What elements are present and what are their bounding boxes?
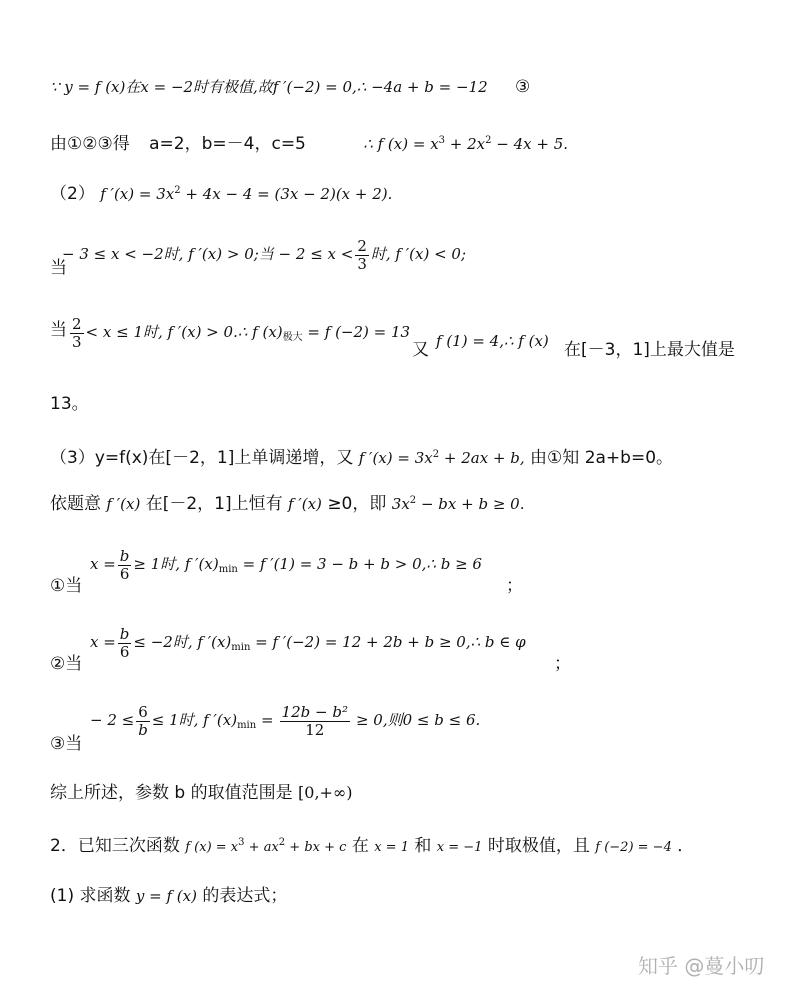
endpoint-value-formula: f (1) = 4,∴ f (x) — [436, 332, 549, 350]
nonneg-text: ≥0，即 — [327, 494, 387, 514]
part-2-label: （2） — [50, 184, 95, 204]
derivative-symbol: f ′(x) — [106, 495, 141, 513]
extremum-text: 时取极值，且 — [487, 836, 590, 856]
when-prefix: 当 — [50, 258, 67, 278]
semicolon: ； — [554, 654, 571, 674]
x-equals-minus-1: x = −1 — [436, 840, 483, 855]
function-symbol: y = f (x) — [135, 887, 197, 905]
solution-line-3 — [50, 186, 392, 203]
problem-2-intro: 2．已知三次函数 — [50, 836, 180, 856]
part-1-task: 的表达式； — [202, 886, 288, 906]
also-word: 又 — [412, 340, 429, 360]
max-value-statement: 在[－3，1]上最大值是 — [564, 340, 735, 360]
derivative-with-params: f $'(x) = 3x^2 + 2ax + b$, — [358, 449, 525, 467]
coefficient-values: a=2，b=－4，c=5 — [149, 134, 306, 154]
case-2-label: ②当 — [50, 654, 83, 674]
when-prefix: 当 — [50, 320, 67, 340]
x-equals-1: x = 1 — [374, 840, 409, 855]
solve-prefix: 由①②③得 — [50, 134, 130, 154]
solution-line-2 — [50, 136, 568, 153]
problem-2-part-1 — [50, 888, 287, 905]
part-1-label: (1) 求函数 — [50, 886, 131, 906]
inequality-formula: $3x^2$ − bx + b ≥ 0. — [391, 495, 525, 513]
watermark: 知乎 @蔓小叨 — [638, 954, 765, 978]
param-relation: 由①知 2a+b=0。 — [530, 448, 674, 468]
and-word: 和 — [414, 836, 432, 856]
semicolon: ； — [506, 576, 523, 596]
interval-text: 在[－2，1]上恒有 — [145, 494, 283, 514]
problem-2-statement — [50, 838, 694, 855]
at-word: 在 — [351, 836, 369, 856]
equation-marker-3: ③ — [515, 77, 531, 97]
monotonic-intervals-formula: − 3 ≤ x < −2时, f ′(x) > 0;当 − 2 ≤ x < $\frac{2}{3}$ 时, f ′(x) < 0; — [62, 237, 467, 273]
part-3-statement: （3）y=f(x)在[－2，1]上单调递增，又 — [50, 448, 354, 468]
solution-line-1 — [50, 79, 530, 96]
function-expression: ∴ f $(x) = x^3 + 2x^2 - 4x + 5$. — [363, 135, 569, 153]
case-3-formula: − 2 ≤ $\frac{6}{b}$ ≤ 1时, f $'(x)_{min}$ = $\frac{\text{12b − b²}}{12}$ ≥ 0,则0 ≤ b ≤ 6. — [90, 703, 481, 739]
f-minus-2-condition: f (−2) = −4 — [595, 840, 672, 855]
solution-line-8 — [50, 496, 524, 513]
condition-prefix: 依题意 — [50, 494, 101, 514]
case-3-label: ③当 — [50, 734, 83, 754]
cubic-function-formula: f $(x) = x^3 + ax^2$ + bx + c — [185, 837, 347, 855]
solution-line-7 — [50, 450, 673, 467]
range-result: [0,+∞) — [298, 783, 353, 802]
case-1-label: ①当 — [50, 576, 83, 596]
solution-line-6 — [50, 396, 89, 413]
case-2-formula: x = $\frac{b}{6}$ ≤ −2时, f $'(x)_{min} = f$ ′(−2) = 12 + 2b + b ≥ 0,∴ b ∈ φ — [90, 625, 526, 661]
derivative-factorization: f $'(x) = 3x^2 + 4x - 4 = (3x - 2)(x + 2)$. — [100, 185, 393, 203]
extremum-condition-formula: ∵ y = f (x)在x = −2时有极值,故f ′(−2) = 0,∴ −4a + b = −12 — [50, 78, 488, 96]
case-1-formula: x = $\frac{b}{6}$ ≥ 1时, f $'(x)_{min} = f$ ′(1) = 3 − b + b > 0,∴ b ≥ 6 — [90, 547, 482, 583]
conclusion-line — [50, 785, 353, 802]
local-max-formula: $\frac{2}{3}$ < x ≤ 1时, f ′(x) > 0.∴ f $(x)_{极大} = f$ (−2) = 13 — [72, 315, 411, 351]
period: ． — [677, 836, 695, 856]
conclusion-text: 综上所述，参数 b 的取值范围是 — [50, 783, 293, 803]
max-value-result: 13。 — [50, 394, 89, 414]
derivative-symbol: f ′(x) — [288, 495, 322, 513]
